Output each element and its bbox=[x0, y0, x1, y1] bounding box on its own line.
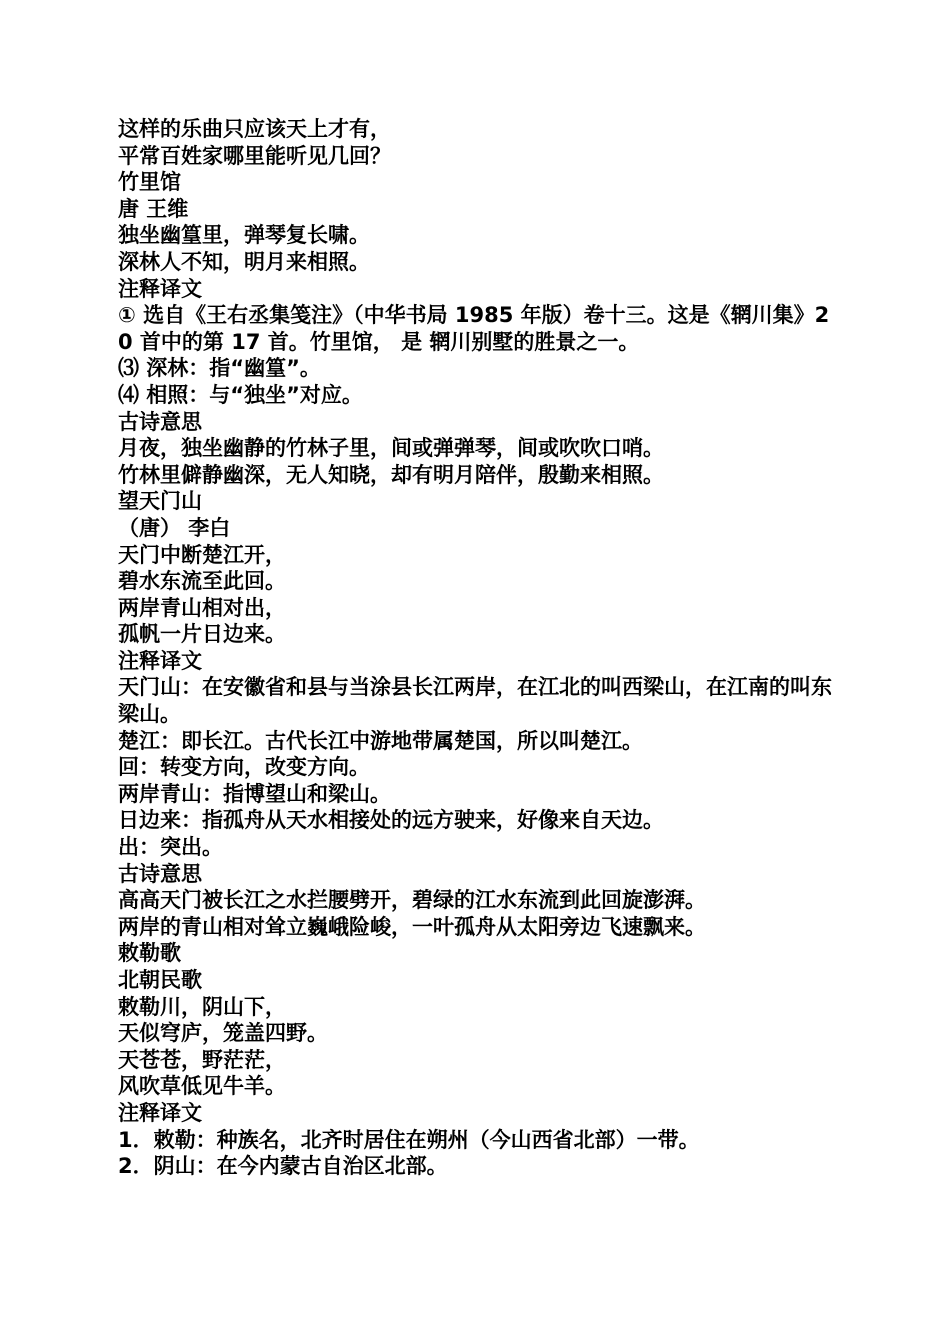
poem-line: 孤帆一片日边来。 bbox=[118, 622, 286, 647]
poem-title: 竹里馆 bbox=[118, 170, 181, 195]
poem-line: 天门中断楚江开， bbox=[118, 542, 286, 567]
annotation-line: ① 选自《王右丞集笺注》（中华书局 1985 年版）卷十三。这是《辋川集》20 首中的第 17 首。竹里馆， 是 辋川别墅的胜景之一。 bbox=[118, 303, 830, 354]
poem-line: 深林人不知，明月来相照。 bbox=[118, 249, 370, 274]
section-heading: 注释译文 bbox=[118, 1100, 202, 1125]
annotation-line: 天门山：在安徽省和县与当涂县长江两岸，在江北的叫西梁山，在江南的叫东梁山。 bbox=[118, 675, 832, 727]
annotation-line: 两岸青山：指博望山和梁山。 bbox=[118, 781, 391, 806]
poem-author: 北朝民歌 bbox=[118, 968, 202, 992]
annotation-line: 2．阴山：在今内蒙古自治区北部。 bbox=[118, 1154, 448, 1179]
section-heading: 注释译文 bbox=[118, 648, 202, 673]
translation-line: 高高天门被长江之水拦腰劈开，碧绿的江水东流到此回旋澎湃。 bbox=[118, 888, 706, 913]
annotation-line: 楚江：即长江。古代长江中游地带属楚国，所以叫楚江。 bbox=[118, 728, 643, 753]
translation-line: 竹林里僻静幽深，无人知晓，却有明月陪伴，殷勤来相照。 bbox=[118, 462, 664, 487]
annotation-line: 出：突出。 bbox=[118, 835, 223, 860]
poem-line: 独坐幽篁里，弹琴复长啸。 bbox=[118, 223, 370, 248]
translation-line: 月夜，独坐幽静的竹林子里，间或弹弹琴，间或吹吹口哨。 bbox=[118, 436, 664, 461]
section-heading: 注释译文 bbox=[118, 276, 202, 301]
poem-line: 这样的乐曲只应该天上才有， bbox=[118, 117, 391, 141]
poem-line: 平常百姓家哪里能听见几回？ bbox=[118, 143, 391, 168]
annotation-line: 回：转变方向，改变方向。 bbox=[118, 755, 370, 780]
annotation-line: ⑷ 相照：与“独坐”对应。 bbox=[118, 382, 363, 407]
section-heading: 古诗意思 bbox=[118, 409, 202, 434]
annotation-line: 日边来：指孤舟从天水相接处的远方驶来，好像来自天边。 bbox=[118, 808, 664, 833]
translation-line: 两岸的青山相对耸立巍峨险峻，一叶孤舟从太阳旁边飞速飘来。 bbox=[118, 914, 706, 939]
poem-line: 风吹草低见牛羊。 bbox=[118, 1074, 286, 1099]
poem-author: 唐 王维 bbox=[118, 196, 189, 221]
poem-author: （唐） 李白 bbox=[118, 515, 231, 540]
poem-line: 碧水东流至此回。 bbox=[118, 569, 286, 594]
poem-title: 望天门山 bbox=[118, 489, 202, 514]
annotation-line: 1．敕勒：种族名，北齐时居住在朔州（今山西省北部）一带。 bbox=[118, 1127, 700, 1152]
poem-line: 天苍苍，野茫茫， bbox=[118, 1047, 286, 1072]
poem-line: 敕勒川，阴山下， bbox=[118, 994, 286, 1019]
poem-line: 两岸青山相对出， bbox=[118, 595, 286, 620]
section-heading: 古诗意思 bbox=[118, 861, 202, 886]
annotation-line: ⑶ 深林：指“幽篁”。 bbox=[118, 356, 321, 381]
poem-line: 天似穹庐，笼盖四野。 bbox=[118, 1021, 328, 1046]
document-body bbox=[118, 116, 838, 1180]
poem-title: 敕勒歌 bbox=[118, 941, 181, 966]
